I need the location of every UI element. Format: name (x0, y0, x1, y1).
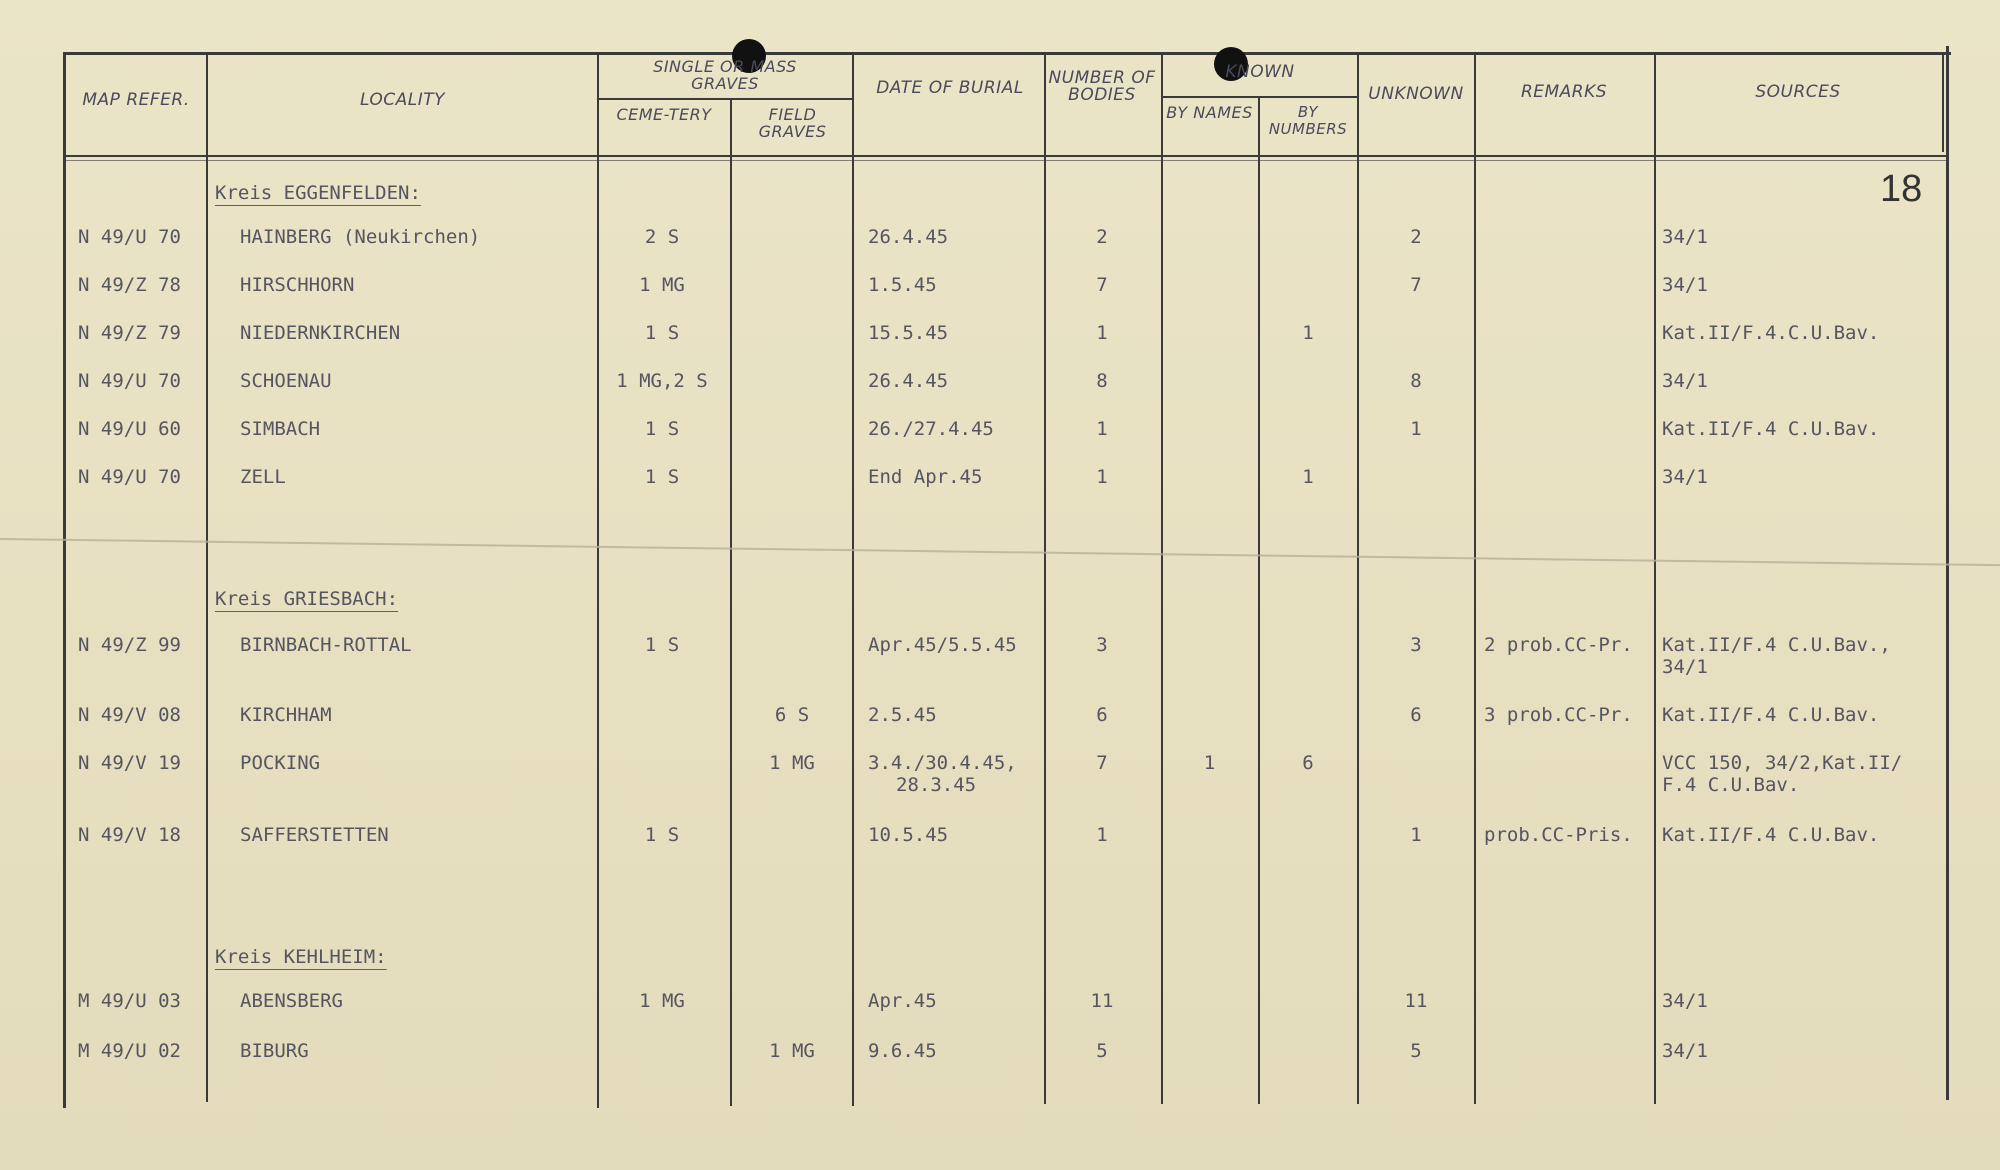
cell-ref: N 49/V 19 (78, 752, 181, 774)
cell-ref: M 49/U 02 (78, 1040, 181, 1062)
cell-ref: N 49/Z 79 (78, 322, 181, 344)
cell-sources: 34/1 (1662, 226, 1708, 248)
cell-date: 10.5.45 (868, 824, 949, 846)
cell-bodies: 3 (1096, 634, 1108, 656)
cell-bodies: 1 (1096, 418, 1108, 440)
cell-locality: ZELL (240, 466, 286, 488)
cell-locality: KIRCHHAM (240, 704, 332, 726)
cell-bodies: 5 (1096, 1040, 1108, 1062)
header-field-graves: FIELD GRAVES (758, 105, 827, 141)
header-subdivider (597, 98, 852, 100)
cell-locality: HIRSCHHORN (240, 274, 355, 296)
cell-locality: SAFFERSTETTEN (240, 824, 389, 846)
cell-sources: 34/1 (1662, 990, 1708, 1012)
cell-date-continued: 28.3.45 (896, 774, 977, 796)
cell-date: 26./27.4.45 (868, 418, 994, 440)
cell-date: 26.4.45 (868, 370, 949, 392)
cell-locality: SIMBACH (240, 418, 321, 440)
cell-ref: N 49/U 70 (78, 370, 181, 392)
cell-by-numbers: 1 (1302, 466, 1314, 488)
cell-by-numbers: 1 (1302, 322, 1314, 344)
cell-sources: VCC 150, 34/2,Kat.II/ (1662, 752, 1903, 774)
cell-cemetery: 1 S (644, 418, 680, 440)
card-left-border (63, 52, 66, 1108)
cell-cemetery: 2 S (644, 226, 680, 248)
column-divider (1474, 52, 1476, 1104)
cell-ref: N 49/Z 78 (78, 274, 181, 296)
card-top-border (63, 52, 1951, 55)
cell-ref: M 49/U 03 (78, 990, 181, 1012)
column-divider (1654, 52, 1656, 1104)
column-divider (1044, 52, 1046, 1104)
cell-sources: Kat.II/F.4 C.U.Bav. (1662, 704, 1880, 726)
cell-sources-continued: F.4 C.U.Bav. (1662, 774, 1800, 796)
column-divider (206, 52, 208, 1102)
cell-date: 9.6.45 (868, 1040, 937, 1062)
header-number-of-bodies: NUMBER OF BODIES (1048, 68, 1156, 105)
header-map-ref: MAP REFER. (82, 90, 190, 110)
column-divider (730, 100, 732, 1106)
cell-unknown: 5 (1410, 1040, 1422, 1062)
cell-bodies: 7 (1096, 274, 1108, 296)
cell-cemetery: 1 S (644, 824, 680, 846)
cell-unknown: 1 (1410, 418, 1422, 440)
cell-sources: 34/1 (1662, 466, 1708, 488)
cell-unknown: 2 (1410, 226, 1422, 248)
cell-unknown: 11 (1404, 990, 1428, 1012)
cell-date: Apr.45/5.5.45 (868, 634, 1017, 656)
cell-bodies: 1 (1096, 322, 1108, 344)
header-single-mass: SINGLE OR MASS GRAVES (653, 57, 797, 93)
section-title: Kreis GRIESBACH: (215, 588, 399, 610)
cell-date: 26.4.45 (868, 226, 949, 248)
header-date-of-burial: DATE OF BURIAL (876, 78, 1024, 98)
cell-field: 6 S (774, 704, 810, 726)
cell-locality: POCKING (240, 752, 321, 774)
cell-bodies: 6 (1096, 704, 1108, 726)
header-locality: LOCALITY (359, 90, 446, 110)
cell-unknown: 7 (1410, 274, 1422, 296)
header-unknown: UNKNOWN (1368, 84, 1464, 104)
cell-locality: SCHOENAU (240, 370, 332, 392)
cell-sources: Kat.II/F.4 C.U.Bav. (1662, 824, 1880, 846)
cell-locality: BIBURG (240, 1040, 309, 1062)
cell-cemetery: 1 S (644, 466, 680, 488)
cell-ref: N 49/U 70 (78, 226, 181, 248)
cell-locality: NIEDERNKIRCHEN (240, 322, 401, 344)
cell-date: 3.4./30.4.45, (868, 752, 1017, 774)
cell-locality: ABENSBERG (240, 990, 343, 1012)
cell-cemetery: 1 MG (639, 274, 685, 296)
cell-locality: BIRNBACH-ROTTAL (240, 634, 412, 656)
cell-unknown: 1 (1410, 824, 1422, 846)
cell-locality: HAINBERG (Neukirchen) (240, 226, 481, 248)
cell-remarks: 2 prob.CC-Pr. (1484, 634, 1633, 656)
cell-bodies: 1 (1096, 466, 1108, 488)
section-title: Kreis KEHLHEIM: (215, 946, 387, 968)
cell-field: 1 MG (769, 752, 815, 774)
cell-ref: N 49/V 08 (78, 704, 181, 726)
card-right-border (1946, 46, 1949, 1100)
cell-sources: 34/1 (1662, 274, 1708, 296)
cell-remarks: prob.CC-Pris. (1484, 824, 1633, 846)
section-title: Kreis EGGENFELDEN: (215, 182, 421, 204)
header-by-names: BY NAMES (1166, 103, 1253, 122)
cell-remarks: 3 prob.CC-Pr. (1484, 704, 1633, 726)
cell-date: 2.5.45 (868, 704, 937, 726)
cell-ref: N 49/U 60 (78, 418, 181, 440)
cell-cemetery: 1 MG (639, 990, 685, 1012)
cell-sources: Kat.II/F.4 C.U.Bav. (1662, 418, 1880, 440)
cell-bodies: 1 (1096, 824, 1108, 846)
cell-cemetery: 1 S (644, 322, 680, 344)
cell-bodies: 7 (1096, 752, 1108, 774)
cell-date: Apr.45 (868, 990, 937, 1012)
cell-date: End Apr.45 (868, 466, 983, 488)
cell-sources: Kat.II/F.4 C.U.Bav., (1662, 634, 1891, 656)
column-divider (1942, 52, 1944, 152)
header-bottom-rule (63, 155, 1948, 157)
header-remarks: REMARKS (1520, 82, 1608, 102)
cell-by-numbers: 6 (1302, 752, 1314, 774)
cell-sources: 34/1 (1662, 370, 1708, 392)
column-divider (1258, 98, 1260, 1104)
cell-date: 1.5.45 (868, 274, 937, 296)
header-by-numbers: BY NUMBERS (1268, 103, 1348, 138)
cell-unknown: 6 (1410, 704, 1422, 726)
header-cemetery: CEME-TERY (616, 105, 712, 124)
header-known: KNOWN (1225, 62, 1295, 82)
cell-by-names: 1 (1203, 752, 1216, 774)
header-bottom-rule (63, 160, 1948, 161)
cell-sources: 34/1 (1662, 1040, 1708, 1062)
cell-cemetery: 1 S (644, 634, 680, 656)
cell-bodies: 2 (1096, 226, 1108, 248)
column-divider (1357, 52, 1359, 1104)
cell-field: 1 MG (769, 1040, 815, 1062)
column-divider (852, 52, 854, 1106)
page-number: 18 (1880, 168, 1923, 210)
header-subdivider (1161, 96, 1357, 98)
cell-cemetery: 1 MG,2 S (616, 370, 708, 392)
cell-unknown: 3 (1410, 634, 1422, 656)
cell-bodies: 11 (1090, 990, 1114, 1012)
column-divider (1161, 52, 1163, 1104)
column-divider (597, 52, 599, 1108)
cell-date: 15.5.45 (868, 322, 949, 344)
cell-bodies: 8 (1096, 370, 1108, 392)
cell-sources: Kat.II/F.4.C.U.Bav. (1662, 322, 1880, 344)
cell-unknown: 8 (1410, 370, 1422, 392)
cell-ref: N 49/Z 99 (78, 634, 181, 656)
header-sources: SOURCES (1755, 82, 1841, 102)
cell-ref: N 49/V 18 (78, 824, 181, 846)
cell-sources-continued: 34/1 (1662, 656, 1708, 678)
cell-ref: N 49/U 70 (78, 466, 181, 488)
